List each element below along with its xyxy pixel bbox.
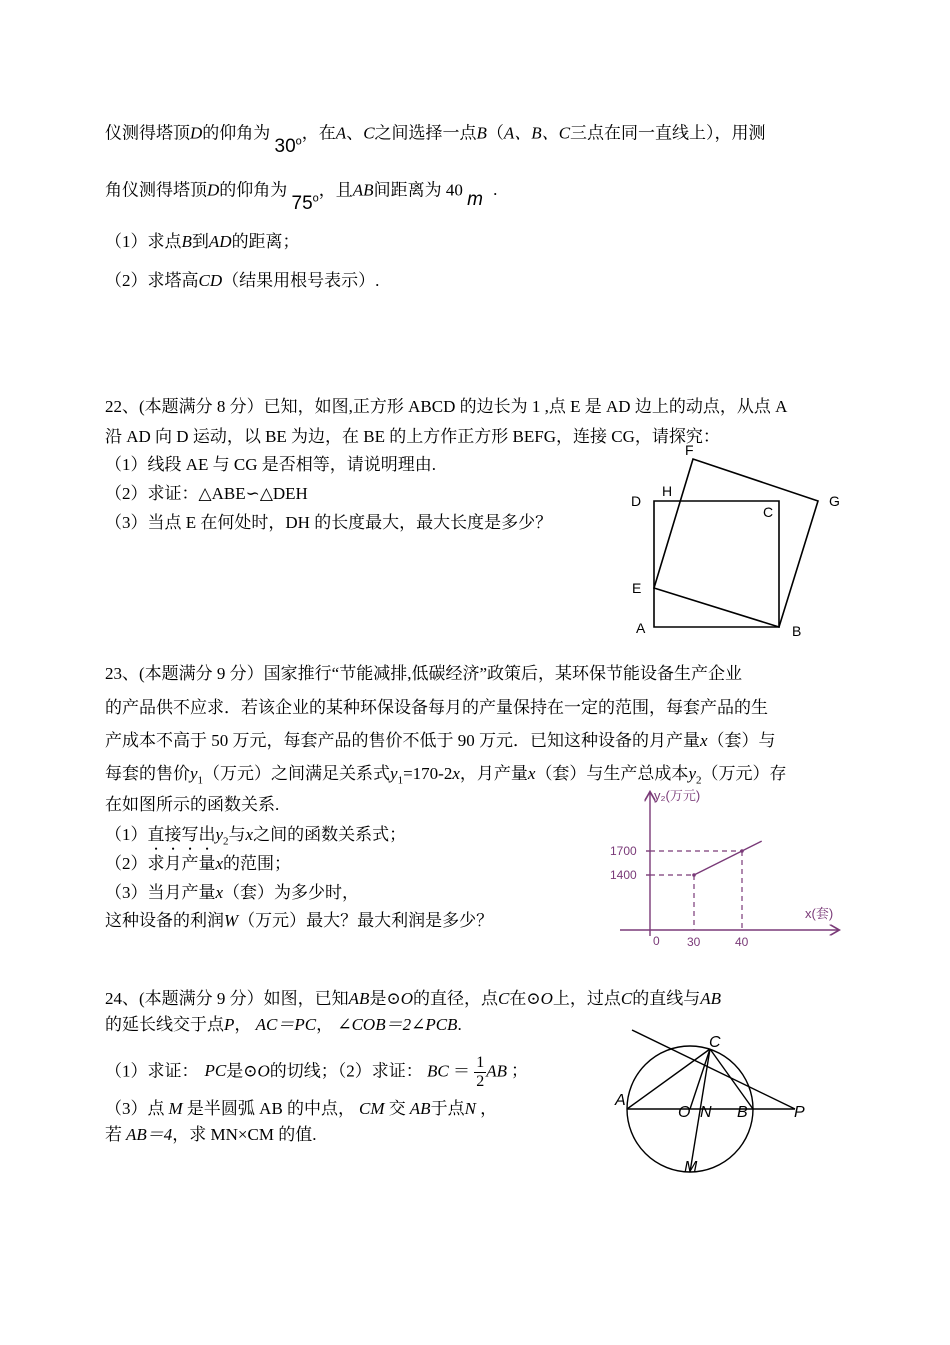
q22-part3: （3）当点 E 在何处时，DH 的长度最大，最大长度是多少？ — [105, 513, 553, 532]
text: （套）与 — [707, 731, 776, 750]
text: ，月产量 — [459, 764, 528, 783]
var-BC: BC — [427, 1061, 449, 1081]
label-C: C — [709, 1034, 721, 1051]
angle-value: 75 — [291, 193, 313, 215]
text: 的直径，点 — [412, 989, 498, 1008]
var-B: B — [476, 123, 487, 143]
label-F: F — [685, 442, 694, 458]
var-CM: CM — [359, 1099, 385, 1118]
text: 24、(本题满分 9 分）如图，已知 — [105, 989, 349, 1008]
label-B: B — [792, 623, 802, 639]
label-E: E — [632, 580, 642, 596]
var-D: D — [190, 123, 203, 143]
var-N: N — [464, 1099, 476, 1118]
text: （套）为多少时， — [223, 883, 360, 902]
text: 三点在同一直线上），用测 — [570, 123, 766, 143]
denominator: 2 — [476, 1073, 485, 1090]
q21-line1 — [105, 117, 766, 158]
label-B: B — [737, 1104, 748, 1121]
text: 若 — [105, 1125, 122, 1144]
q22-part1: （1）线段 AE 与 CG 是否相等，请说明理由. — [105, 455, 437, 474]
subscript: 1 — [397, 774, 404, 787]
var-CD: CD — [198, 271, 223, 290]
q24-part1-2 — [105, 1054, 528, 1091]
subscript: 2 — [223, 835, 229, 848]
text: 上，过点 — [552, 989, 621, 1008]
text: 的范围； — [223, 854, 292, 873]
text: 到 — [191, 232, 209, 251]
origin-label: 0 — [653, 934, 660, 948]
text: 之间选择一点 — [374, 123, 477, 143]
text: 于点 — [430, 1099, 465, 1118]
var-AB: AB — [409, 1099, 431, 1118]
degree-sign: o — [312, 193, 319, 205]
text: 的延长线交于点 — [105, 1015, 224, 1034]
text: 是⊙ — [369, 989, 401, 1008]
equals-sign: ＝ — [453, 1061, 470, 1081]
y-axis-label: y₂(万元) — [654, 788, 701, 803]
segment-oc — [690, 1049, 710, 1109]
var-B: B — [181, 232, 192, 251]
numerator: 1 — [476, 1054, 485, 1071]
x-tick-label: 30 — [687, 935, 701, 949]
q23-part1 — [105, 824, 406, 854]
text: （万元）之间满足关系式 — [203, 764, 391, 783]
text: （1）求证： — [105, 1061, 199, 1081]
q23-line2: 的产品供不应求．若该企业的某种环保设备每月的产量保持在一定的范围，每套产品的生 — [105, 698, 768, 717]
text: （1）求点 — [105, 232, 182, 251]
text: . — [493, 180, 498, 200]
text: 的距离； — [231, 232, 300, 251]
text: （万元）存 — [701, 764, 787, 783]
var-C: C — [620, 989, 633, 1008]
text: 是半圆弧 AB 的中点， — [186, 1099, 356, 1118]
var-W: W — [224, 911, 239, 930]
q24-line2 — [105, 1014, 462, 1036]
text: （万元）最大？最大利润是多少？ — [238, 911, 494, 930]
series-line — [694, 841, 762, 875]
text: （3）当月产量 — [105, 883, 216, 902]
text: 与 — [228, 825, 246, 844]
var-PC: PC — [204, 1061, 227, 1081]
label-P: P — [794, 1104, 805, 1121]
var-x: x — [527, 764, 536, 783]
label-D: D — [631, 493, 642, 509]
text: （1） — [105, 825, 148, 844]
text: 产成本不高于 50 万元，每套产品的售价不低于 90 万元．已知这种设备的月产量 — [105, 731, 700, 750]
text: 是⊙ — [226, 1061, 258, 1081]
var-AB: AB — [352, 180, 374, 200]
q21-part2 — [105, 270, 379, 292]
q21-line2 — [105, 174, 498, 215]
var-y: y — [390, 764, 398, 783]
var-D: D — [207, 180, 220, 200]
text: ； — [511, 1061, 529, 1081]
text: ，求 MN×CM 的值. — [172, 1125, 317, 1144]
var-AB: AB — [348, 989, 370, 1008]
var-x: x — [245, 825, 254, 844]
q23-line5: 在如图所示的函数关系. — [105, 795, 280, 814]
square-befg — [654, 459, 818, 627]
circle-figure — [610, 1025, 830, 1185]
q22-line1: 22、(本题满分 8 分）已知，如图,正方形 ABCD 的边长为 1 ,点 E 是 AD 边上的动点，从点 A — [105, 397, 788, 416]
text: （ — [486, 123, 504, 143]
label-M: M — [684, 1159, 698, 1176]
unit-m: m — [467, 189, 483, 211]
x-axis-label: x(套) — [805, 906, 834, 921]
y-tick-label: 1700 — [610, 844, 637, 858]
subscript: 2 — [695, 774, 702, 787]
label-G: G — [829, 493, 840, 509]
q22-part2: （2）求证：△ABE∽△DEH — [105, 484, 308, 503]
angle-30 — [275, 136, 302, 157]
label-O: O — [678, 1104, 691, 1121]
x-tick-label: 40 — [735, 935, 749, 949]
var-x: x — [215, 883, 224, 902]
var-AB: AB — [486, 1061, 508, 1081]
equation-ab-4: AB＝4 — [126, 1125, 173, 1144]
q23-part3-cont — [105, 910, 493, 932]
y-tick-label: 1400 — [610, 868, 637, 882]
var-O: O — [400, 989, 413, 1008]
text: （套）与生产总成本 — [535, 764, 689, 783]
text: （结果用根号表示）. — [222, 271, 380, 290]
equation-angles: ∠COB＝2∠PCB — [337, 1015, 458, 1034]
text: （2）求塔高 — [105, 271, 199, 290]
text: 之间的函数关系式； — [253, 825, 407, 844]
label-A: A — [636, 620, 646, 636]
square-figure — [625, 440, 855, 640]
var-x: x — [700, 731, 708, 750]
text: （3）点 — [105, 1099, 165, 1118]
var-M: M — [168, 1099, 183, 1118]
text: ， — [480, 1099, 498, 1118]
angle-75 — [292, 193, 319, 214]
degree-sign: o — [295, 136, 302, 148]
text: =170-2 — [403, 764, 453, 783]
q23-part3 — [105, 882, 359, 904]
text: （2）求月产量 — [105, 854, 216, 873]
text: 每套的售价 — [105, 764, 190, 783]
text: 角仪测得塔顶 — [105, 180, 207, 200]
emphasis-dots-text: 直接写出 — [147, 825, 216, 844]
label-H: H — [662, 483, 673, 499]
text: 的直线与 — [632, 989, 701, 1008]
q21-part1 — [105, 231, 300, 253]
var-y: y — [688, 764, 696, 783]
q23-part2 — [105, 853, 291, 875]
var-x: x — [215, 854, 224, 873]
var-P: P — [224, 1015, 235, 1034]
var-x: x — [452, 764, 460, 783]
text: . — [457, 1015, 462, 1034]
text: 这种设备的利润 — [105, 911, 224, 930]
segment-ac — [627, 1049, 710, 1109]
var-O: O — [540, 989, 553, 1008]
var-y: y — [215, 825, 224, 844]
q24-part3 — [105, 1098, 497, 1120]
text: ，且 — [318, 180, 353, 200]
q24-line1 — [105, 988, 721, 1010]
text: 交 — [388, 1099, 406, 1118]
label-A: A — [615, 1092, 626, 1109]
label-N: N — [700, 1104, 712, 1121]
text: 的切线；（2）求证： — [269, 1061, 423, 1081]
var-y: y — [190, 764, 198, 783]
var-A: A — [335, 123, 347, 143]
q23-line1: 23、(本题满分 9 分）国家推行“节能减排,低碳经济”政策后，某环保节能设备生产企业 — [105, 664, 743, 683]
var-AD: AD — [208, 232, 232, 251]
text: 在⊙ — [509, 989, 541, 1008]
text: ， — [316, 1015, 334, 1034]
text: 间距离为 40 — [373, 180, 463, 200]
fraction-one-half — [474, 1054, 486, 1091]
text: 仪测得塔顶 — [105, 123, 190, 143]
q23-line3 — [105, 730, 776, 752]
var-AB: AB — [700, 989, 721, 1008]
subscript: 1 — [197, 774, 204, 787]
q22-line2: 沿 AD 向 D 运动，以 BE 为边，在 BE 的上方作正方形 BEFG，连接 CG，请探究： — [105, 427, 720, 446]
text: 的仰角为 — [202, 123, 271, 143]
var-ABC: A、B、C — [503, 123, 571, 143]
var-O: O — [257, 1061, 270, 1081]
label-C: C — [763, 504, 774, 520]
var-C: C — [363, 123, 375, 143]
q24-part3-cont — [105, 1124, 316, 1146]
text: ，在 — [301, 123, 336, 143]
angle-value: 30 — [274, 136, 296, 158]
text: 的仰角为 — [219, 180, 288, 200]
var-C: C — [497, 989, 510, 1008]
segment-bc — [710, 1049, 753, 1109]
text: ， — [234, 1015, 252, 1034]
equation-ac-pc: AC＝PC — [255, 1015, 317, 1034]
cost-function-chart — [600, 785, 845, 950]
text: 、 — [346, 123, 364, 143]
